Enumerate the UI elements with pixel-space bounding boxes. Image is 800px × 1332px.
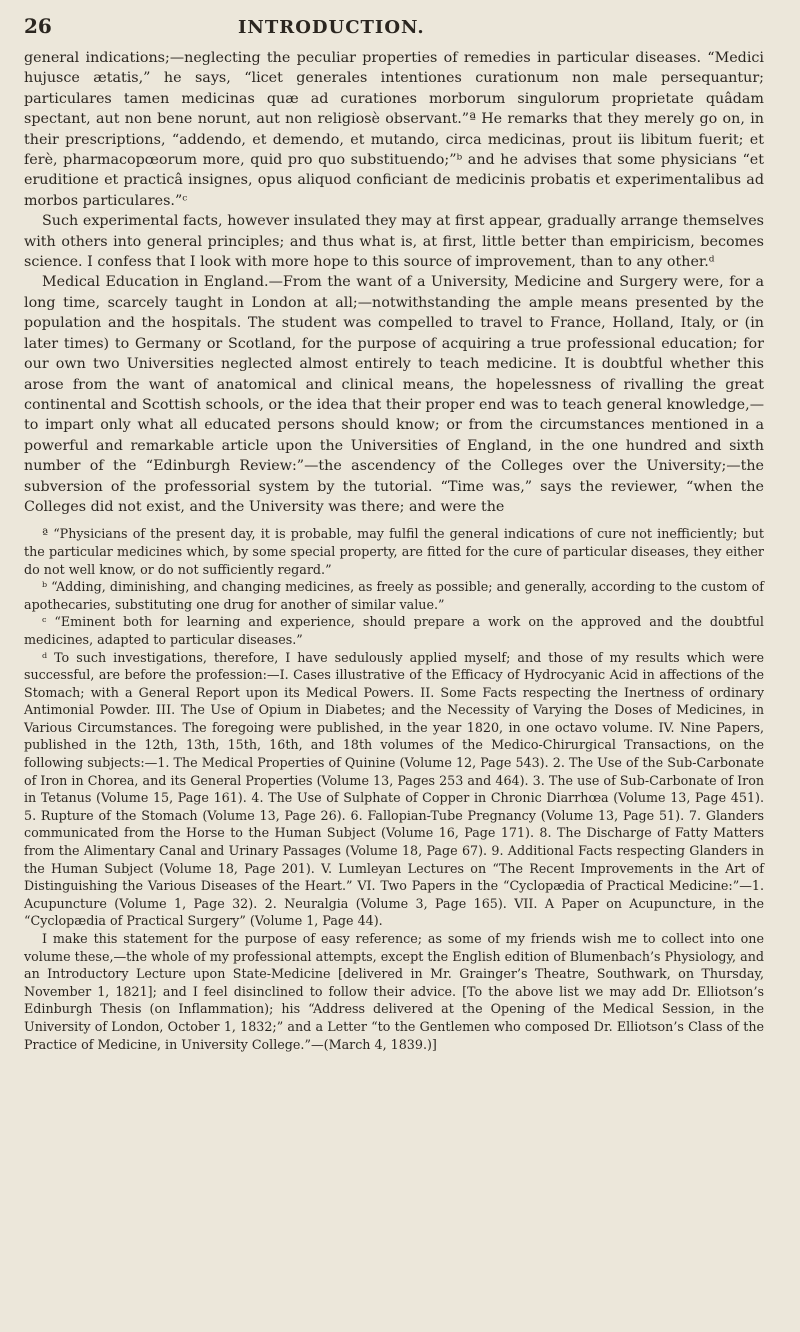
footnote-c: ᶜ “Eminent both for learning and experience, should prepare a work on the approved and the doubtful medicines, adapted to particular diseases.” [24,614,764,647]
running-title: INTRODUCTION. [238,17,425,38]
paragraph-indications: general indications;—neglecting the peculiar properties of remedies in particular diseases. “Medici hujusce ætatis,” he says, “licet generales intentiones curationum non male persequantur; particulares tamen medicinas quæ ad curationes morborum singulorum proprietate quâdam spectant, aut non bene norunt, aut non religiosè observant.”ª He remarks that they merely go on, in their prescriptions, “addendo, et demendo, et mutando, circa medicinas, prout iis libitum fuerit; et ferè, pharmacopœorum more, quid pro quo substituendo;”ᵇ and he advises that some physicians “et eruditione et practicâ insignes, opus aliquod conficiant de medicinis probatis et experimentalibus ad morbos particulares.”ᶜ [24,50,764,209]
main-text [24,48,764,517]
page-number: 26 [24,14,52,38]
footnote-a: ª “Physicians of the present day, it is probable, may fulfil the general indications of cure not inefficiently; but the particular medicines which, by some special property, are fitted for the cure of particular diseases, they either do not well know, or do not sufficiently regard.” [24,526,764,577]
footnotes [24,525,764,1053]
footnote-d: ᵈ To such investigations, therefore, I have sedulously applied myself; and those of my results which were successful, are before the profession:—I. Cases illustrative of the Efficacy of Hydrocyanic Acid in affections of the Stomach; with a General Report upon its Medical Powers. II. Some Facts respecting the Inertness of ordinary Antimonial Powder. III. The Use of Opium in Diabetes; and the Necessity of Varying the Doses of Medicines, in Various Circumstances. The foregoing were published, in the year 1820, in one octavo volume. IV. Nine Papers, published in the 12th, 13th, 15th, 16th, and 18th volumes of the Medico-Chirurgical Transactions, on the following subjects:—1. The Medical Properties of Quinine (Volume 12, Page 543). 2. The Use of the Sub-Carbonate of Iron in Chorea, and its General Properties (Volume 13, Pages 253 and 464). 3. The use of Sub-Carbonate of Iron in Tetanus (Volume 15, Page 161). 4. The Use of Sulphate of Copper in Chronic Diarrhœa (Volume 13, Page 451). 5. Rupture of the Stomach (Volume 13, Page 26). 6. Fallopian-Tube Pregnancy (Volume 13, Page 51). 7. Glanders communicated from the Horse to the Human Subject (Volume 16, Page 171). 8. The Discharge of Fatty Matters from the Alimentary Canal and Urinary Passages (Volume 18, Page 67). 9. Additional Facts respecting Glanders in the Human Subject (Volume 18, Page 201). V. Lumleyan Lectures on “The Recent Improvements in the Art of Distinguishing the Various Diseases of the Heart.” VI. Two Papers in the “Cyclopædia of Practical Medicine:”—1. Acupuncture (Volume 1, Page 32). 2. Neuralgia (Volume 3, Page 165). VII. A Paper on Acupuncture, in the “Cyclopædia of Practical Surgery” (Volume 1, Page 44). [24,649,764,929]
page-header [24,14,764,48]
footnote-statement: I make this statement for the purpose of easy reference; as some of my friends wish me to collect into one volume these,—the whole of my professional attempts, except the English edition of Blumenbach’s Physiology, and an Introductory Lecture upon State-Medicine [delivered in Mr. Grainger’s Theatre, Southwark, on Thursday, November 1, 1821]; and I feel disinclined to follow their advice. [To the above list we may add Dr. Elliotson’s Edinburgh Thesis (on Inflammation); his “Address delivered at the Opening of the Medical Session, in the University of London, October 1, 1832;” and a Letter “to the Gentlemen who composed Dr. Elliotson’s Class of the Practice of Medicine, in University College.”—(March 4, 1839.)] [24,931,764,1052]
paragraph-medical-education: Medical Education in England.—From the want of a University, Medicine and Surgery were, for a long time, scarcely taught in London at all;—notwithstanding the ample means presented by the population and the hospitals. The student was compelled to travel to France, Holland, Italy, or (in later times) to Germany or Scotland, for the purpose of acquiring a true professional education; for our own two Universities neglected almost entirely to teach medicine. It is doubtful whether this arose from the want of anatomical and clinical means, the hopelessness of rivalling the great continental and Scottish schools, or the idea that their proper end was to teach general knowledge,—to impart only what all educated persons should know; or from the circumstances mentioned in a powerful and remarkable article upon the Universities of England, in the one hundred and sixth number of the “Edinburgh Review:”—the ascendency of the Colleges over the University;—the subversion of the professorial system by the tutorial. “Time was,” says the reviewer, “when the Colleges did not exist, and the University was there; and were the [24,274,764,515]
paragraph-experimental-facts: Such experimental facts, however insulated they may at first appear, gradually arrange themselves with others into general principles; and thus what is, at first, little better than empiricism, becomes science. I confess that I look with more hope to this source of improvement, than to any other.ᵈ [24,213,764,271]
footnote-b: ᵇ “Adding, diminishing, and changing medicines, as freely as possible; and generally, according to the custom of apothecaries, substituting one drug for another of similar value.” [24,579,764,612]
